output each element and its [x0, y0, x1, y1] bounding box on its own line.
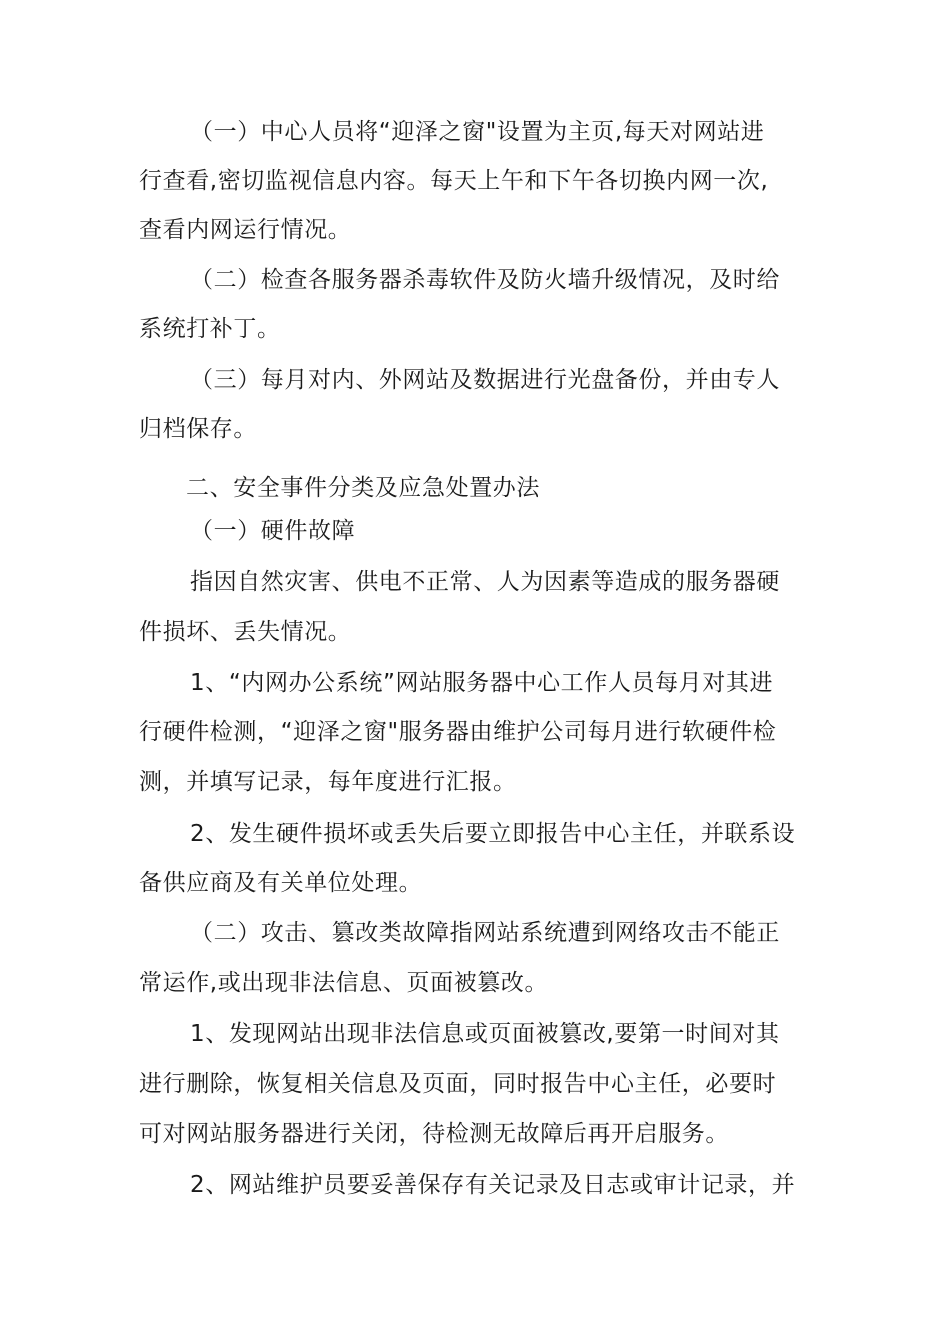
text-line: 测，并填写记录，每年度进行汇报。: [139, 769, 517, 795]
section-heading: 二、安全事件分类及应急处置办法: [186, 475, 540, 501]
text-line: 归档保存。: [139, 416, 257, 442]
text-line: （二）攻击、篡改类故障指网站系统遭到网络攻击不能正: [190, 920, 780, 946]
text-line: 备供应商及有关单位处理。: [139, 870, 423, 896]
text-line: 行硬件检测，“迎泽之窗"服务器由维护公司每月进行软硬件检: [139, 719, 777, 745]
subsection-heading: （一）硬件故障: [190, 518, 356, 544]
text-line: 行查看,密切监视信息内容。每天上午和下午各切换内网一次,: [139, 168, 769, 194]
text-line: 可对网站服务器进行关闭，待检测无故障后再开启服务。: [139, 1121, 729, 1147]
text-line: （三）每月对内、外网站及数据进行光盘备份，并由专人: [190, 367, 780, 393]
text-line: （二）检查各服务器杀毒软件及防火墙升级情况，及时给: [190, 267, 780, 293]
text-line: 系统打补丁。: [139, 316, 281, 342]
text-line: 1、“内网办公系统”网站服务器中心工作人员每月对其进: [190, 670, 774, 696]
text-line: 1、发现网站出现非法信息或页面被篡改,要第一时间对其: [190, 1021, 780, 1047]
text-line: 常运作,或出现非法信息、页面被篡改。: [139, 970, 549, 996]
text-line: 指因自然灾害、供电不正常、人为因素等造成的服务器硬: [190, 569, 780, 595]
text-line: 2、网站维护员要妥善保存有关记录及日志或审计记录，并: [190, 1172, 796, 1198]
text-line: 2、发生硬件损坏或丢失后要立即报告中心主任，并联系设: [190, 821, 796, 847]
text-line: 进行删除，恢复相关信息及页面，同时报告中心主任，必要时: [139, 1071, 777, 1097]
text-line: （一）中心人员将“迎泽之窗"设置为主页,每天对网站进: [190, 119, 765, 145]
text-line: 件损坏、丢失情况。: [139, 619, 352, 645]
text-line: 查看内网运行情况。: [139, 217, 352, 243]
